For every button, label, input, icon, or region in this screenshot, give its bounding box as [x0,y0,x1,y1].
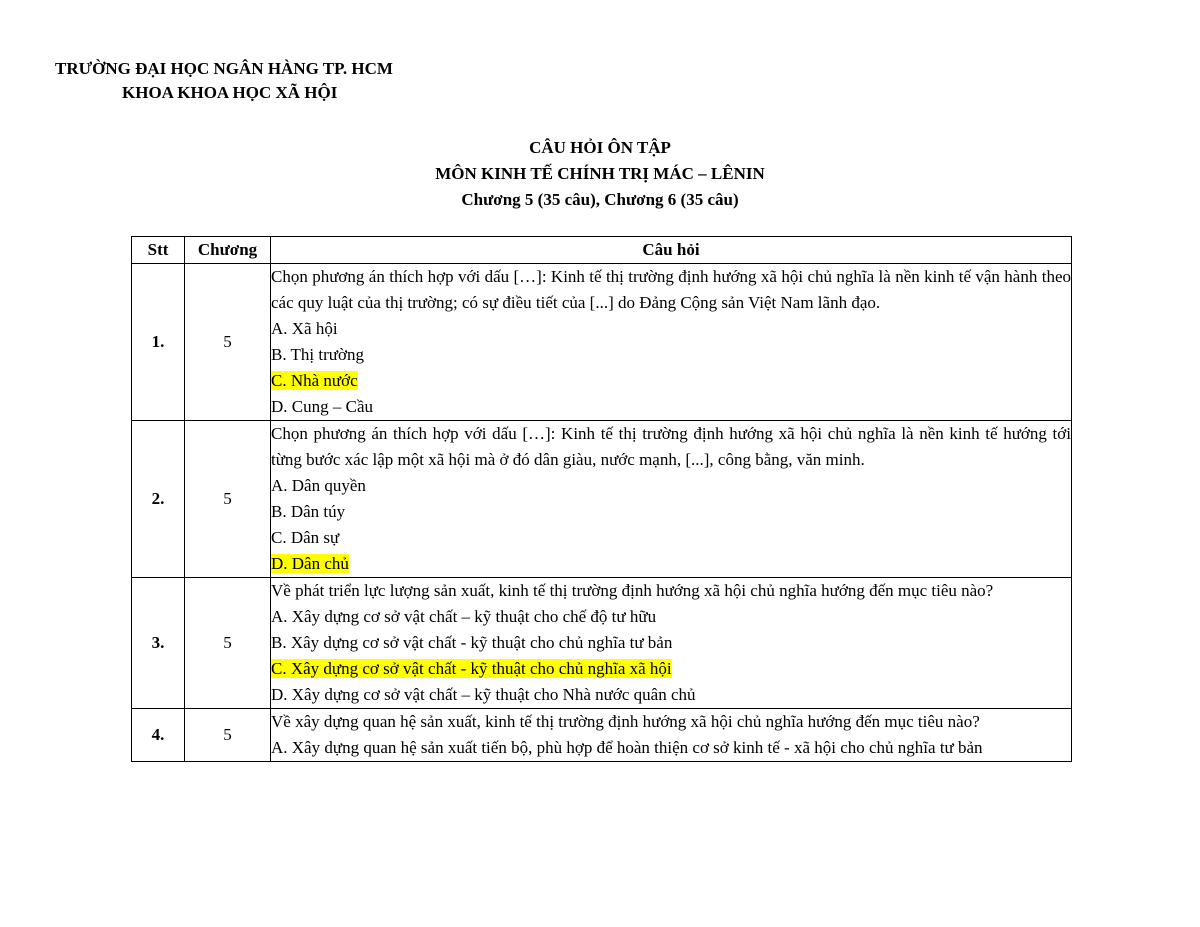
chapters-subtitle: Chương 5 (35 câu), Chương 6 (35 câu) [461,190,739,209]
subject-title: MÔN KINH TẾ CHÍNH TRỊ MÁC – LÊNIN [435,164,765,183]
question-cell [271,421,1072,578]
answer-option [271,604,1071,630]
correct-answer-highlight: D. Dân chủ [271,554,349,573]
answer-option [271,342,1071,368]
answer-option-text: A. Xã hội [271,319,338,338]
column-header-stt: Stt [132,237,185,264]
row-chapter: 5 [185,578,271,709]
answer-option-text: A. Dân quyền [271,476,366,495]
table-row [132,709,1072,762]
question-text: Về xây dựng quan hệ sản xuất, kinh tế thị trường định hướng xã hội chủ nghĩa hướng đến mục tiêu nào? [271,712,980,731]
table-row [132,421,1072,578]
row-number: 1. [132,264,185,421]
answer-option [271,630,1071,656]
answer-option-text: B. Thị trường [271,345,364,364]
answer-option [271,473,1071,499]
row-chapter: 5 [185,709,271,762]
answer-option-text: A. Xây dựng cơ sở vật chất – kỹ thuật cho chế độ tư hữu [271,607,657,626]
question-text: Chọn phương án thích hợp với dấu […]: Kinh tế thị trường định hướng xã hội chủ nghĩa là nền kinh tế vận hành theo các quy luật của thị trường; có sự điều tiết của [...] do Đảng Cộng sản Việt Nam lãnh đạo. [271,267,1071,312]
question-table [131,236,1072,762]
answer-option-text: B. Dân túy [271,502,346,521]
answer-option [271,551,1071,577]
correct-answer-highlight: C. Nhà nước [271,371,358,390]
row-chapter: 5 [185,264,271,421]
answer-option [271,316,1071,342]
answer-option [271,368,1071,394]
faculty-name: KHOA KHOA HỌC XÃ HỘI [122,83,338,102]
column-header-question: Câu hỏi [271,237,1072,264]
question-cell [271,578,1072,709]
table-row [132,264,1072,421]
table-row [132,578,1072,709]
row-number: 2. [132,421,185,578]
correct-answer-highlight: C. Xây dựng cơ sở vật chất - kỹ thuật cho chủ nghĩa xã hội [271,659,672,678]
question-cell [271,264,1072,421]
answer-option-text: D. Cung – Cầu [271,397,373,416]
question-cell [271,709,1072,762]
answer-option [271,682,1071,708]
answer-option-text: C. Dân sự [271,528,340,547]
row-number: 3. [132,578,185,709]
answer-option [271,499,1071,525]
question-text: Chọn phương án thích hợp với dấu […]: Kinh tế thị trường định hướng xã hội chủ nghĩa là nền kinh tế hướng tới từng bước xác lập một xã hội mà ở đó dân giàu, nước mạnh, [...], công bằng, văn minh. [271,424,1071,469]
university-name: TRƯỜNG ĐẠI HỌC NGÂN HÀNG TP. HCM [55,59,393,78]
answer-option-text: D. Xây dựng cơ sở vật chất – kỹ thuật cho Nhà nước quân chủ [271,685,696,704]
answer-option [271,394,1071,420]
column-header-chapter: Chương [185,237,271,264]
question-text: Về phát triển lực lượng sản xuất, kinh tế thị trường định hướng xã hội chủ nghĩa hướng đến mục tiêu nào? [271,581,994,600]
answer-option [271,735,1071,761]
document-titles [0,135,1200,213]
document-header [55,57,393,105]
row-number: 4. [132,709,185,762]
table-header-row [132,237,1072,264]
document-title: CÂU HỎI ÔN TẬP [529,138,671,157]
answer-option-text: A. Xây dựng quan hệ sản xuất tiến bộ, phù hợp để hoàn thiện cơ sở kinh tế - xã hội cho chủ nghĩa tư bản [271,738,983,757]
answer-option [271,656,1071,682]
answer-option-text: B. Xây dựng cơ sở vật chất - kỹ thuật cho chủ nghĩa tư bản [271,633,673,652]
row-chapter: 5 [185,421,271,578]
answer-option [271,525,1071,551]
